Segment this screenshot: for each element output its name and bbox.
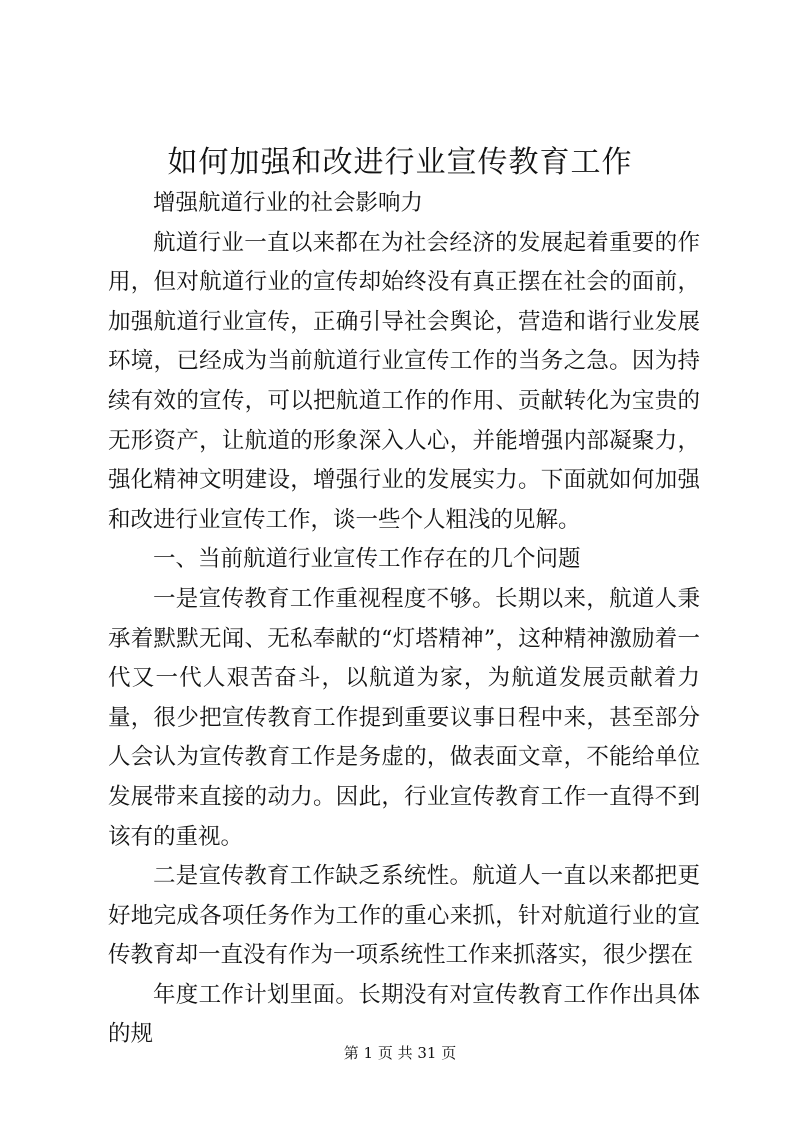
document-body — [108, 184, 700, 1055]
paragraph-issue-1: 一是宣传教育工作重视程度不够。长期以来，航道人秉承着默默无闻、无私奉献的“灯塔精神”，这种精神激励着一代又一代人艰苦奋斗，以航道为家，为航道发展贡献着力量，很少把宣传教育工作提到重要议事日程中来，甚至部分人会认为宣传教育工作是务虚的，做表面文章，不能给单位发展带来直接的动力。因此，行业宣传教育工作一直得不到该有的重视。 — [108, 585, 700, 850]
page-number-footer: 第 1 页 共 31 页 — [343, 1044, 457, 1062]
section-subtitle: 增强航道行业的社会影响力 — [153, 190, 424, 216]
section-heading-1: 一、当前航道行业宣传工作存在的几个问题 — [153, 546, 581, 573]
paragraph-continuation: 年度工作计划里面。长期没有对宣传教育工作作出具体的规 — [108, 981, 700, 1048]
document-title: 如何加强和改进行业宣传教育工作 — [167, 145, 633, 180]
paragraph-issue-2: 二是宣传教育工作缺乏系统性。航道人一直以来都把更好地完成各项任务作为工作的重心来抓，针对航道行业的宣传教育却一直没有作为一项系统性工作来抓落实，很少摆在 — [108, 863, 700, 969]
paragraph-intro: 航道行业一直以来都在为社会经济的发展起着重要的作用，但对航道行业的宣传却始终没有真正摆在社会的面前，加强航道行业宣传，正确引导社会舆论，营造和谐行业发展环境，已经成为当前航道行业宣传工作的当务之急。因为持续有效的宣传，可以把航道工作的作用、贡献转化为宝贵的无形资产，让航道的形象深入人心，并能增强内部凝聚力，强化精神文明建设，增强行业的发展实力。下面就如何加强和改进行业宣传工作，谈一些个人粗浅的见解。 — [108, 229, 700, 533]
